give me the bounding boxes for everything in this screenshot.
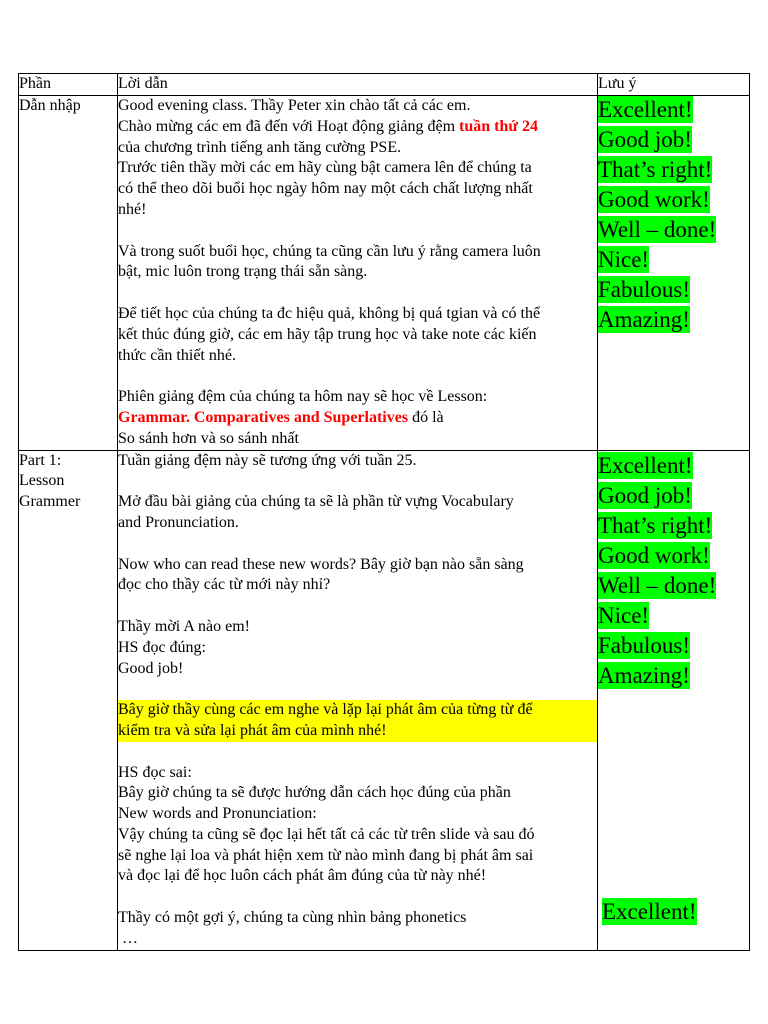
script-line: nhé! xyxy=(118,200,147,218)
script-line xyxy=(118,408,597,429)
header-row xyxy=(19,74,750,96)
section-label: Lesson xyxy=(19,472,65,490)
script-line: Trước tiên thầy mời các em hãy cùng bật camera lên để chúng ta xyxy=(118,159,532,177)
script-line: Mở đầu bài giảng của chúng ta sẽ là phần từ vựng Vocabulary xyxy=(118,493,514,511)
praise-word: Well – done! xyxy=(598,572,717,598)
praise-word: Excellent! xyxy=(598,97,693,122)
section-label: Part 1: xyxy=(19,451,62,469)
script-text: Chào mừng các em đã đến với Hoạt động giảng đệm xyxy=(118,117,460,135)
praise-notes-1 xyxy=(598,96,750,451)
week-number-emphasis: tuần thứ 24 xyxy=(459,117,538,135)
script-line: đọc cho thầy các từ mới này nhỉ? xyxy=(118,576,331,594)
script-line: So sánh hơn và so sánh nhất xyxy=(118,429,299,447)
praise-word: That’s right! xyxy=(598,512,713,538)
script-line: sẽ nghe lại loa và phát hiện xem từ nào mình đang bị phát âm sai xyxy=(118,846,534,864)
script-line: Thầy có một gợi ý, chúng ta cùng nhìn bảng phonetics xyxy=(118,909,467,927)
row-dan-nhap xyxy=(19,96,750,451)
script-line: HS đọc sai: xyxy=(118,763,192,781)
script-line: Good job! xyxy=(118,659,184,677)
script-line: New words and Pronunciation: xyxy=(118,805,317,823)
script-text: đó là xyxy=(408,408,444,426)
header-phan: Phần xyxy=(19,74,118,96)
highlighted-instruction xyxy=(118,700,597,742)
script-line: HS đọc đúng: xyxy=(118,638,206,656)
script-dan-nhap xyxy=(118,96,598,451)
script-line: có thể theo dõi buổi học ngày hôm nay một cách chất lượng nhất xyxy=(118,180,533,198)
praise-word: That’s right! xyxy=(598,157,713,182)
script-line: Now who can read these new words? Bây giờ bạn nào sẵn sàng xyxy=(118,555,524,573)
script-line: Good evening class. Thầy Peter xin chào tất cả các em. xyxy=(118,97,471,114)
praise-word: Good job! xyxy=(598,482,692,508)
praise-word: Amazing! xyxy=(598,307,690,332)
script-line: thức cần thiết nhé. xyxy=(118,346,236,364)
praise-word: Fabulous! xyxy=(598,632,690,658)
praise-word: Fabulous! xyxy=(598,277,690,302)
lesson-script-table xyxy=(18,73,750,951)
praise-word: Amazing! xyxy=(598,662,690,688)
section-part-1 xyxy=(19,450,118,950)
row-part-1 xyxy=(19,450,750,950)
script-line: của chương trình tiếng anh tăng cường PSE. xyxy=(118,138,402,156)
praise-word: Nice! xyxy=(598,247,650,272)
praise-word: Good work! xyxy=(598,542,710,568)
script-line: Để tiết học của chúng ta đc hiệu quả, không bị quá tgian và có thể xyxy=(118,304,541,322)
praise-word: Excellent! xyxy=(602,898,697,924)
praise-word: Good job! xyxy=(598,127,692,152)
lesson-topic-emphasis: Grammar. Comparatives and Superlatives xyxy=(118,408,409,426)
script-line: and Pronunciation. xyxy=(118,513,239,531)
script-line: Vậy chúng ta cũng sẽ đọc lại hết tất cả các từ trên slide và sau đó xyxy=(118,825,535,843)
section-label: Grammer xyxy=(19,492,81,510)
praise-notes-2 xyxy=(598,450,750,950)
script-line xyxy=(118,117,597,138)
script-line: bật, mic luôn trong trạng thái sẵn sàng. xyxy=(118,263,368,281)
script-line: Phiên giảng đệm của chúng ta hôm nay sẽ học về Lesson: xyxy=(118,388,488,406)
script-line: Tuần giảng đệm này sẽ tương ứng với tuần 25. xyxy=(118,451,417,469)
praise-word: Well – done! xyxy=(598,217,717,242)
praise-word: Excellent! xyxy=(598,452,693,478)
section-dan-nhap: Dẫn nhập xyxy=(19,96,118,451)
script-line: kết thúc đúng giờ, các em hãy tập trung học và take note các kiến xyxy=(118,325,537,343)
script-line: và đọc lại để học luôn cách phát âm đúng của từ này nhé! xyxy=(118,867,487,885)
script-line: … xyxy=(122,929,138,947)
praise-word: Nice! xyxy=(598,602,650,628)
praise-word: Good work! xyxy=(598,187,710,212)
header-loi-dan: Lời dẫn xyxy=(118,74,598,96)
script-line: Và trong suốt buổi học, chúng ta cũng cần lưu ý rằng camera luôn xyxy=(118,242,541,260)
script-line: Bây giờ thầy cùng các em nghe và lặp lại phát âm của từng từ để xyxy=(118,701,533,719)
script-line: kiểm tra và sửa lại phát âm của mình nhé! xyxy=(118,721,387,739)
script-line: Bây giờ chúng ta sẽ được hướng dẫn cách học đúng của phần xyxy=(118,784,511,802)
script-part-1 xyxy=(118,450,598,950)
script-line: Thầy mời A nào em! xyxy=(118,617,250,635)
header-luu-y: Lưu ý xyxy=(598,74,750,96)
